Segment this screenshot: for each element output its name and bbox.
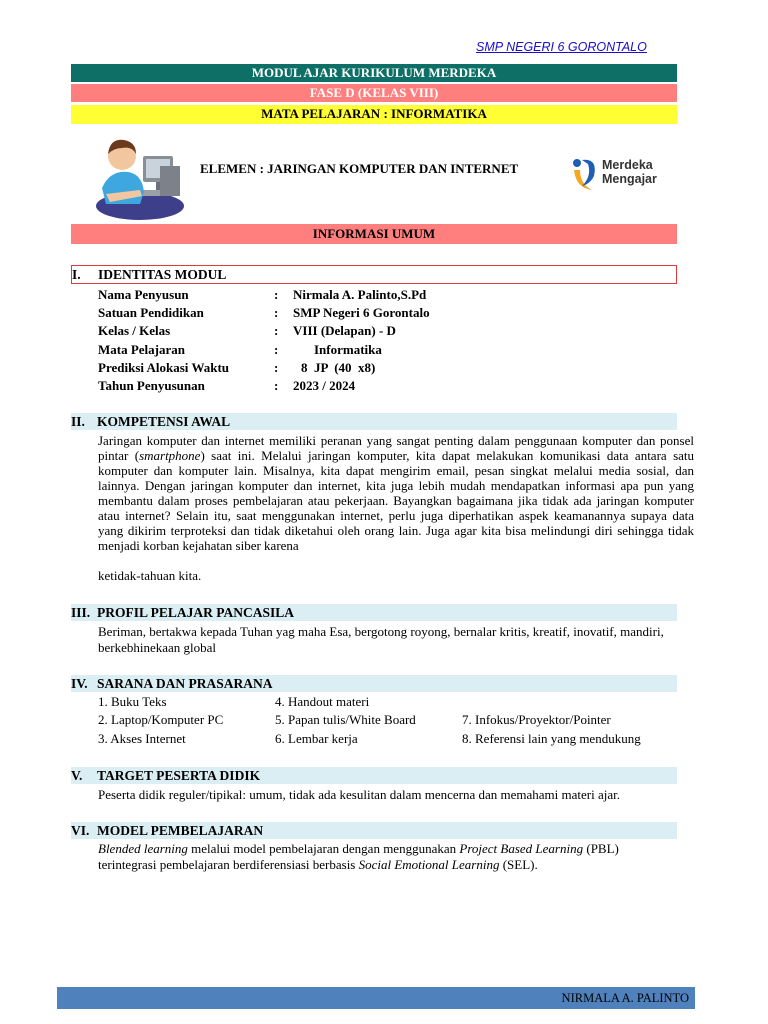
module-title-bar: MODUL AJAR KURIKULUM MERDEKA [71,64,677,82]
kompetensi-paragraph: Jaringan komputer dan internet memiliki peranan yang sangat penting dalam penggunaan komputer dan ponsel pintar (smartphone) saat ini. Melalui jaringan komputer, kita dapat melakukan komunikasi data antara satu komputer dan komputer lain. Misalnya, kita dapat mengirim email, pesan singkat melalui media sosial, dan lainnya. Dengan jaringan komputer dan internet, kita juga lebih mudah mendapatkan informasi apa pun yang membantu dalam proses pembelajaran atau pekerjaan. Bayangkan bagaimana jika tidak ada jaringan komputer atau internet? Selain itu, saat menggunakan internet, perlu juga diperhatikan aspek keamanannya supaya data yang dikirim terproteksi dan tidak diketahui oleh orang lain. Juga agar kita bisa melindungi diri sehingga tidak menjadi korban kejahatan siber karena [98,433,695,553]
section-sarana [71,675,677,692]
section-number: V. [71,768,83,783]
student-computer-illustration [88,130,186,224]
identitas-colon: : [274,305,279,320]
section-target [71,767,677,784]
section-title: TARGET PESERTA DIDIK [97,768,261,783]
kompetensi-paragraph-end: ketidak-tahuan kita. [98,568,202,583]
section-profil-pelajar [71,604,677,621]
section-title: IDENTITAS MODUL [98,267,227,282]
sarana-item: 7. Infokus/Proyektor/Pointer [462,712,611,727]
identitas-label: Satuan Pendidikan [98,305,204,320]
sarana-item: 8. Referensi lain yang mendukung [462,731,641,746]
section-title: KOMPETENSI AWAL [97,414,231,429]
identitas-value: 8 JP (40 x8) [301,360,376,375]
section-title: SARANA DAN PRASARANA [97,676,273,691]
identitas-colon: : [274,378,279,393]
identitas-colon: : [274,360,279,375]
sarana-item: 2. Laptop/Komputer PC [98,712,224,727]
subject-bar: MATA PELAJARAN : INFORMATIKA [71,105,677,124]
sarana-item: 4. Handout materi [275,694,370,709]
identitas-label: Mata Pelajaran [98,342,186,357]
sarana-item: 6. Lembar kerja [275,731,358,746]
identitas-label: Kelas / Kelas [98,323,171,338]
profil-text: Beriman, bertakwa kepada Tuhan yag maha Esa, bergotong royong, bernalar kritis, kreatif, inovatif, mandiri, berkebhinekaan global [98,624,664,655]
section-number: I. [72,267,81,282]
section-kompetensi-awal [71,413,677,430]
section-number: IV. [71,676,88,691]
section-number: III. [71,605,91,620]
model-text: Blended learning melalui model pembelajaran dengan menggunakan Project Based Learning (PBL) terintegrasi pembelajaran berdiferensiasi berbasis Social Emotional Learning (SEL). [98,841,619,872]
sarana-item: 1. Buku Teks [98,694,167,709]
merdeka-mengajar-logo-text: Merdeka Mengajar [602,158,657,186]
identitas-value: Informatika [314,342,382,357]
identitas-value: 2023 / 2024 [293,378,356,393]
identitas-value: Nirmala A. Palinto,S.Pd [293,287,427,302]
school-name: SMP NEGERI 6 GORONTALO [476,40,647,54]
elemen-title: ELEMEN : JARINGAN KOMPUTER DAN INTERNET [200,161,519,176]
footer-bar [57,987,695,1009]
section-identitas-modul [71,265,677,284]
phase-bar: FASE D (KELAS VIII) [71,84,677,102]
section-model [71,822,677,839]
identitas-colon: : [274,287,279,302]
section-number: VI. [71,823,90,838]
sarana-item: 5. Papan tulis/White Board [275,712,416,727]
informasi-umum-bar: INFORMASI UMUM [71,224,677,244]
section-title: PROFIL PELAJAR PANCASILA [97,605,295,620]
identitas-label: Prediksi Alokasi Waktu [98,360,230,375]
footer-author: NIRMALA A. PALINTO [561,991,689,1005]
section-number: II. [71,414,85,429]
sarana-item: 3. Akses Internet [98,731,186,746]
identitas-label: Nama Penyusun [98,287,189,302]
identitas-colon: : [274,323,279,338]
section-title: MODEL PEMBELAJARAN [97,823,264,838]
identitas-value: VIII (Delapan) - D [293,323,396,338]
target-text: Peserta didik reguler/tipikal: umum, tidak ada kesulitan dalam mencerna dan memahami materi ajar. [98,787,620,802]
identitas-label: Tahun Penyusunan [98,378,205,393]
identitas-value: SMP Negeri 6 Gorontalo [293,305,430,320]
identitas-colon: : [274,342,279,357]
merdeka-mengajar-logo-icon [568,154,602,192]
